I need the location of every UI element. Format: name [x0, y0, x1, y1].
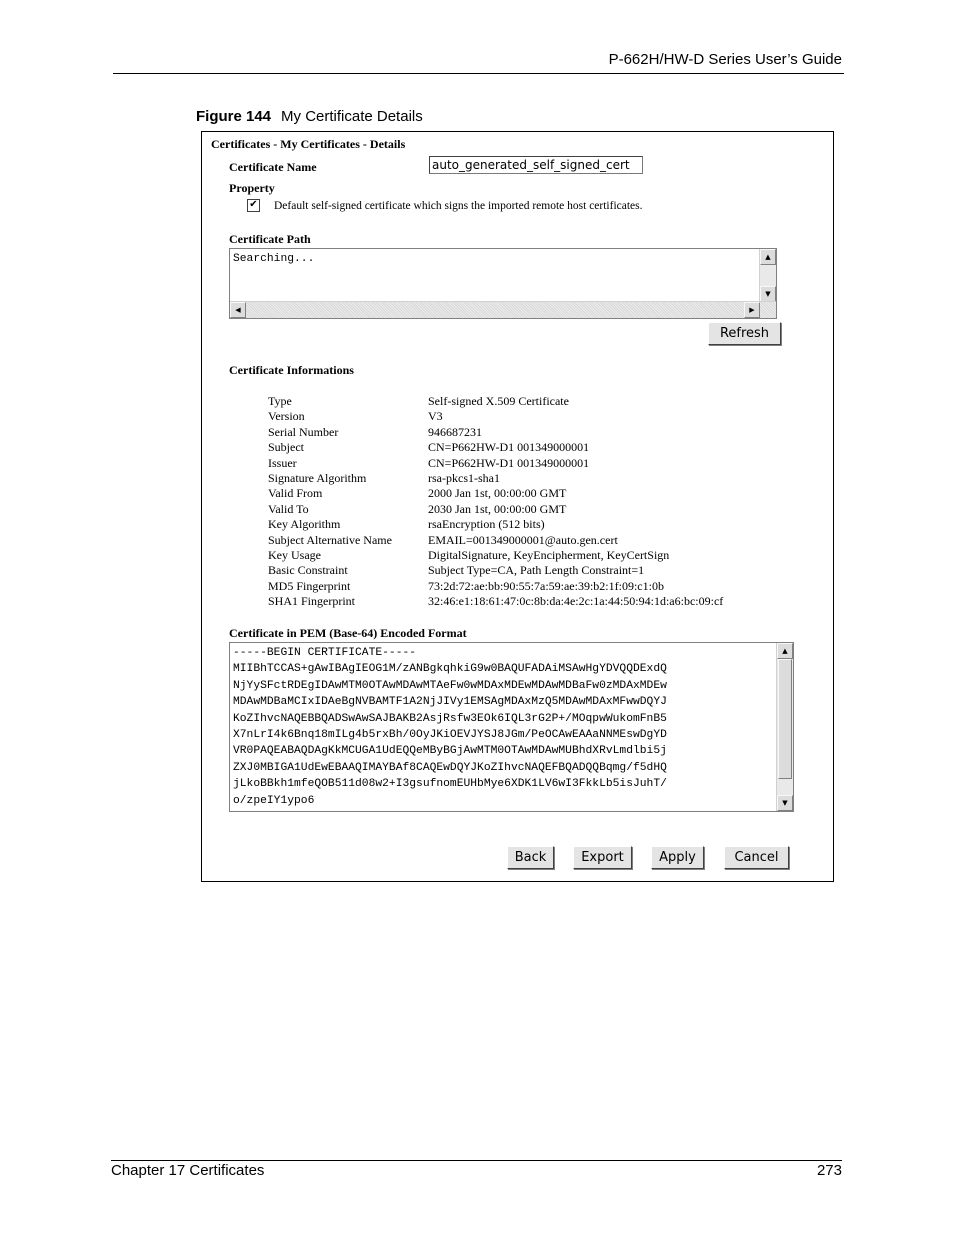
info-key: Subject Alternative Name	[268, 532, 392, 547]
figure-title: My Certificate Details	[281, 108, 423, 125]
info-key: Subject	[268, 440, 304, 455]
pem-vertical-scrollbar[interactable]	[776, 643, 793, 811]
scroll-thumb[interactable]	[778, 659, 792, 779]
certificate-informations-label: Certificate Informations	[229, 363, 354, 377]
pem-line: VR0PAQEABAQDAgKkMCUGA1UdEQQeMByBGjAwMTM0OTAwMDAwMUBhdXRvLmdlbi5j	[233, 745, 667, 758]
scroll-up-arrow-icon[interactable]: ▲	[777, 643, 793, 659]
export-button[interactable]: Export	[573, 846, 632, 869]
info-value: 946687231	[428, 424, 482, 439]
scroll-up-arrow-icon[interactable]: ▲	[760, 249, 776, 265]
certificate-path-label: Certificate Path	[229, 232, 311, 246]
figure-label: Figure 144	[196, 108, 272, 125]
path-vertical-scrollbar[interactable]	[759, 249, 776, 302]
pem-line: o/zpeIY1ypo6	[233, 794, 315, 807]
info-value: 2030 Jan 1st, 00:00:00 GMT	[428, 501, 567, 516]
info-key: Version	[268, 409, 305, 424]
certificate-path-textarea[interactable]	[229, 248, 777, 319]
header-rule	[113, 73, 844, 74]
scroll-down-arrow-icon[interactable]: ▼	[777, 795, 793, 811]
info-value: rsa-pkcs1-sha1	[428, 470, 500, 485]
pem-certificate-textarea[interactable]	[229, 642, 794, 812]
info-key: Signature Algorithm	[268, 470, 367, 485]
info-key: SHA1 Fingerprint	[268, 594, 355, 609]
info-key: Basic Constraint	[268, 563, 348, 578]
pem-certificate-text	[230, 643, 793, 811]
info-key: Type	[268, 394, 292, 408]
info-key: MD5 Fingerprint	[268, 578, 351, 593]
info-value: V3	[428, 409, 443, 424]
footer-rule	[111, 1160, 842, 1161]
info-key: Key Usage	[268, 547, 321, 562]
info-key: Key Algorithm	[268, 517, 341, 532]
info-key: Issuer	[268, 455, 297, 470]
certificate-name-label: Certificate Name	[229, 160, 317, 174]
panel-title: Certificates - My Certificates - Details	[211, 137, 406, 151]
path-horizontal-scrollbar[interactable]	[230, 301, 776, 318]
info-value: EMAIL=001349000001@auto.gen.cert	[428, 532, 618, 547]
back-button[interactable]: Back	[507, 846, 554, 869]
pem-line: MIIBhTCCAS+gAwIBAgIEOG1M/zANBgkqhkiG9w0BAQUFADAiMSAwHgYDVQQDExdQ	[233, 663, 667, 676]
refresh-button[interactable]: Refresh	[708, 322, 781, 345]
footer-chapter: Chapter 17 Certificates	[111, 1162, 265, 1179]
pem-format-label: Certificate in PEM (Base-64) Encoded Format	[229, 626, 467, 640]
scroll-down-arrow-icon[interactable]: ▼	[760, 286, 776, 302]
apply-button[interactable]: Apply	[651, 846, 704, 869]
pem-line: jLkoBBkh1mfeQOB511d08w2+I3gsufnomEUHbMye6XDK1LV6wI3FkkLb5isJuhT/	[233, 778, 667, 791]
pem-line: KoZIhvcNAQEBBQADSwAwSAJBAKB2AsjRsfw3EOk6IQL3rG2P+/MOqpwWukomFnB5	[233, 712, 667, 725]
info-value: CN=P662HW-D1 001349000001	[428, 440, 590, 455]
info-key: Valid To	[268, 501, 309, 516]
info-key: Serial Number	[268, 424, 339, 439]
info-value: 73:2d:72:ae:bb:90:55:7a:59:ae:39:b2:1f:09:c1:0b	[428, 578, 664, 593]
footer-page-number: 273	[816, 1162, 842, 1179]
figure-caption	[196, 108, 423, 125]
pem-line: -----BEGIN CERTIFICATE-----	[233, 647, 417, 659]
pem-line: NjYySFctRDEgIDAwMTM0OTAwMDAwMTAeFw0wMDAxMDEwMDAwMDBaFw0zMDAxMDEw	[233, 679, 667, 692]
cancel-button[interactable]: Cancel	[724, 846, 789, 869]
property-description: Default self-signed certificate which signs the imported remote host certificates.	[274, 200, 643, 212]
property-label: Property	[229, 181, 275, 195]
info-value: Self-signed X.509 Certificate	[428, 394, 569, 408]
info-value: DigitalSignature, KeyEncipherment, KeyCertSign	[428, 547, 670, 562]
scroll-right-arrow-icon[interactable]: ▶	[744, 302, 760, 318]
info-value: 32:46:e1:18:61:47:0c:8b:da:4e:2c:1a:44:50:94:1d:a6:bc:09:cf	[428, 594, 724, 609]
info-value: 2000 Jan 1st, 00:00:00 GMT	[428, 486, 567, 501]
certificate-name-input[interactable]: auto_generated_self_signed_cert	[429, 156, 643, 174]
default-self-signed-checkbox[interactable]	[247, 199, 260, 212]
scroll-left-arrow-icon[interactable]: ◀	[230, 302, 246, 318]
pem-line: X7nLrI4k6Bnq18mILg4b5rxBh/0OyJKiOEVJYSJ8JGm/PeOCAwEAAaNNMEswDgYD	[233, 729, 667, 742]
info-value: rsaEncryption (512 bits)	[428, 517, 545, 532]
pem-line: ZXJ0MBIGA1UdEwEBAAQIMAYBAf8CAQEwDQYJKoZIhvcNAQEFBQADQQBqmg/f5dHQ	[233, 761, 667, 774]
info-value: CN=P662HW-D1 001349000001	[428, 455, 590, 470]
certificate-path-text: Searching...	[233, 253, 315, 265]
info-value: Subject Type=CA, Path Length Constraint=1	[428, 563, 645, 578]
document-header: P-662H/HW-D Series User’s Guide	[608, 51, 842, 68]
check-mark-icon: ✔	[249, 199, 258, 210]
certificate-details-panel	[201, 131, 834, 882]
info-key: Valid From	[268, 486, 323, 501]
pem-line: MDAwMDBaMCIxIDAeBgNVBAMTF1A2NjJIVy1EMSAgMDAxMzQ5MDAwMDAxMFwwDQYJ	[233, 696, 667, 709]
